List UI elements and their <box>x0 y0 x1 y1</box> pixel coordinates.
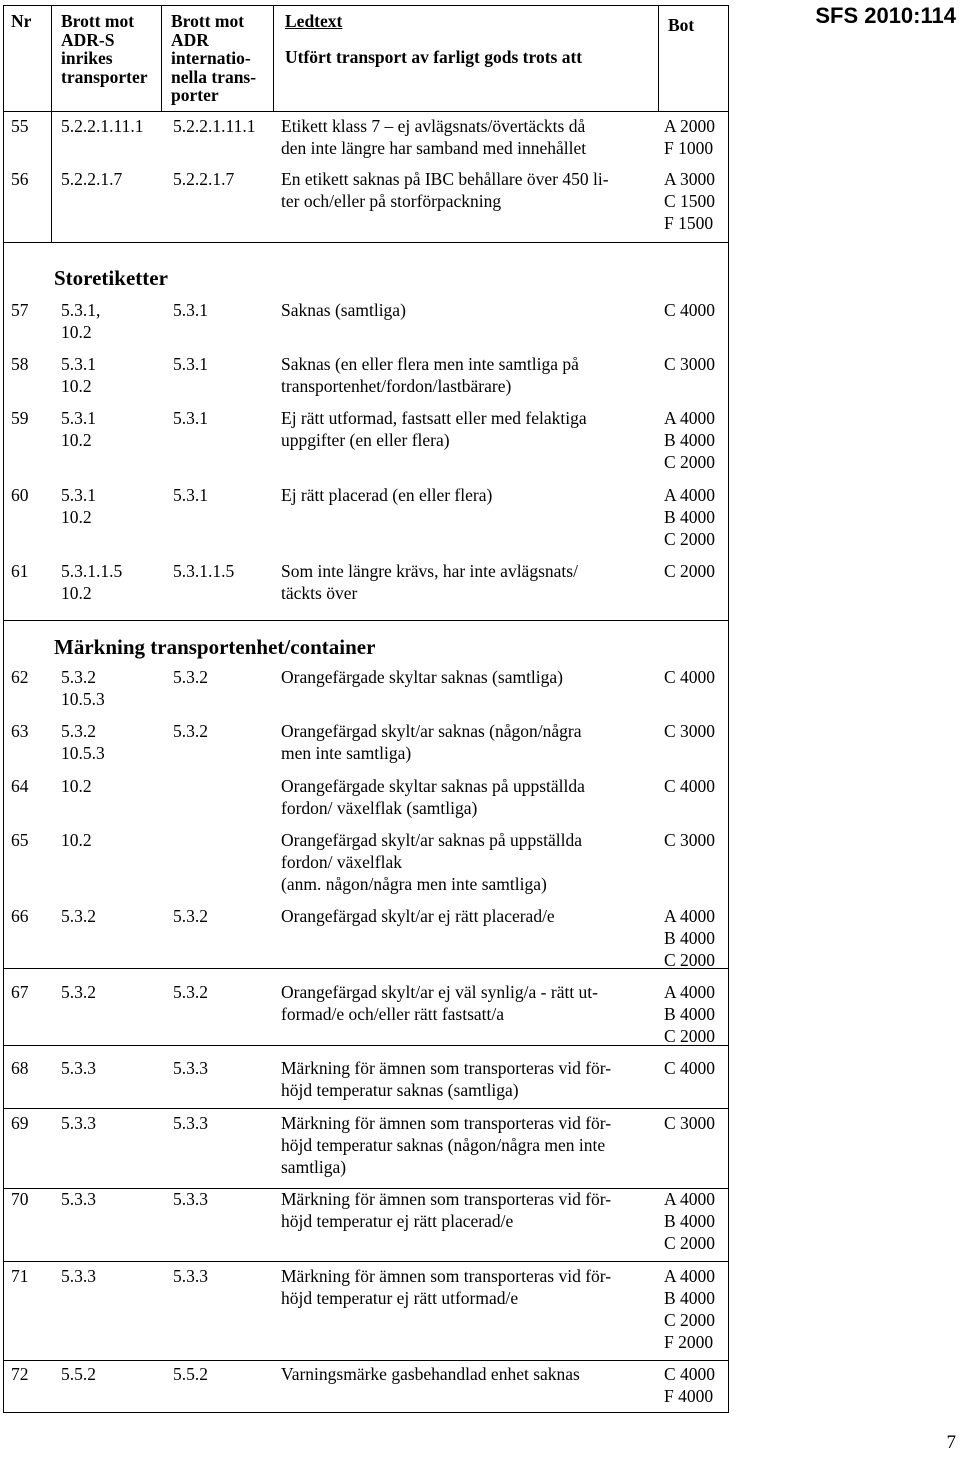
row-inrikes: 5.3.2 10.5.3 <box>61 667 105 709</box>
row-ledtext: Orangefärgad skylt/ar ej rätt placerad/e <box>281 906 555 926</box>
row-inrikes: 5.3.1 10.2 <box>61 485 96 527</box>
row-nr: 60 <box>11 485 29 505</box>
row-ledtext: Orangefärgad skylt/ar saknas (någon/några men inte samtliga) <box>281 721 582 763</box>
row-nr: 64 <box>11 776 29 796</box>
row-ledtext: Som inte längre krävs, har inte avlägsnats/ täckts över <box>281 561 578 603</box>
row-ledtext: Märkning för ämnen som transporteras vid för- höjd temperatur saknas (någon/några men inte samtliga) <box>281 1113 612 1177</box>
row-divider <box>4 968 728 969</box>
row-inrikes: 5.2.2.1.7 <box>61 169 123 189</box>
row-inrikes: 5.3.2 <box>61 982 96 1002</box>
row-internationella: 5.3.2 <box>173 906 208 926</box>
row-internationella: 5.3.1 <box>173 408 208 428</box>
row-divider <box>4 1360 728 1361</box>
row-bot: C 3000 <box>664 1113 716 1133</box>
row-ledtext: Märkning för ämnen som transporteras vid för- höjd temperatur ej rätt placerad/e <box>281 1189 612 1231</box>
section-heading: Storetiketter <box>54 266 168 290</box>
row-bot: A 4000 B 4000 C 2000 F 2000 <box>664 1266 716 1352</box>
row-internationella: 5.3.1 <box>173 300 208 320</box>
row-nr: 55 <box>11 116 29 136</box>
row-bot: C 4000 <box>664 1058 716 1078</box>
row-nr: 65 <box>11 830 29 850</box>
row-bot: A 3000 C 1500 F 1500 <box>664 169 716 233</box>
row-internationella: 5.3.2 <box>173 667 208 687</box>
row-nr: 70 <box>11 1189 29 1209</box>
row-nr: 62 <box>11 667 29 687</box>
row-inrikes: 5.3.1 10.2 <box>61 354 96 396</box>
header-bot: Bot <box>668 15 695 35</box>
row-bot: A 4000 B 4000 C 2000 <box>664 408 716 472</box>
row-nr: 61 <box>11 561 29 581</box>
row-ledtext: Orangefärgad skylt/ar saknas på uppställda fordon/ växelflak (anm. någon/några men inte samtliga) <box>281 830 582 894</box>
row-nr: 66 <box>11 906 29 926</box>
row-bot: C 3000 <box>664 354 716 374</box>
page-number: 7 <box>946 1432 956 1453</box>
row-ledtext: Orangefärgade skyltar saknas på uppställda fordon/ växelflak (samtliga) <box>281 776 585 818</box>
row-nr: 67 <box>11 982 29 1002</box>
header-col-internationella: Brott mot ADR internatio- nella trans- porter <box>171 11 257 105</box>
row-nr: 68 <box>11 1058 29 1078</box>
row-internationella: 5.3.3 <box>173 1266 208 1286</box>
row-ledtext: Orangefärgade skyltar saknas (samtliga) <box>281 667 563 687</box>
row-inrikes: 5.5.2 <box>61 1364 96 1384</box>
row-bot: C 3000 <box>664 830 716 850</box>
row-nr: 71 <box>11 1266 29 1286</box>
row-bot: A 4000 B 4000 C 2000 <box>664 982 716 1046</box>
row-inrikes: 5.3.2 <box>61 906 96 926</box>
row-ledtext: Etikett klass 7 – ej avlägsnats/övertäckts då den inte längre har samband med innehållet <box>281 116 587 158</box>
row-bot: A 2000 F 1000 <box>664 116 716 158</box>
row-nr: 59 <box>11 408 29 428</box>
row-ledtext: En etikett saknas på IBC behållare över 450 li- ter och/eller på storförpackning <box>281 169 609 211</box>
header-ledtext-sub: Utfört transport av farligt gods trots att <box>285 47 583 67</box>
row-bot: C 4000 <box>664 300 716 320</box>
row-ledtext: Saknas (samtliga) <box>281 300 406 320</box>
row-bot: C 4000 <box>664 667 716 687</box>
row-nr: 58 <box>11 354 29 374</box>
row-internationella: 5.3.3 <box>173 1058 208 1078</box>
row-inrikes: 5.3.2 10.5.3 <box>61 721 105 763</box>
row-inrikes: 5.3.3 <box>61 1058 96 1078</box>
row-inrikes: 5.3.3 <box>61 1113 96 1133</box>
row-divider <box>4 620 728 621</box>
row-divider <box>4 1045 728 1046</box>
row-bot: C 3000 <box>664 721 716 741</box>
row-nr: 69 <box>11 1113 29 1133</box>
row-inrikes: 10.2 <box>61 830 92 850</box>
row-ledtext: Orangefärgad skylt/ar ej väl synlig/a - rätt ut- formad/e och/eller rätt fastsatt/a <box>281 982 598 1024</box>
document-code: SFS 2010:114 <box>815 3 956 28</box>
row-divider <box>4 242 728 243</box>
row-ledtext: Ej rätt placerad (en eller flera) <box>281 485 493 505</box>
row-internationella: 5.2.2.1.11.1 <box>173 116 256 136</box>
row-inrikes: 5.3.1.1.5 10.2 <box>61 561 123 603</box>
row-divider <box>4 111 728 112</box>
col-divider <box>51 6 52 242</box>
row-bot: A 4000 B 4000 C 2000 <box>664 1189 716 1253</box>
row-inrikes: 5.2.2.1.11.1 <box>61 116 144 136</box>
header-ledtext: Ledtext <box>285 11 343 31</box>
row-ledtext: Märkning för ämnen som transporteras vid för- höjd temperatur ej rätt utformad/e <box>281 1266 612 1308</box>
row-internationella: 5.3.2 <box>173 982 208 1002</box>
row-bot: C 2000 <box>664 561 716 581</box>
row-internationella: 5.3.1 <box>173 354 208 374</box>
row-nr: 72 <box>11 1364 29 1384</box>
row-ledtext: Märkning för ämnen som transporteras vid för- höjd temperatur saknas (samtliga) <box>281 1058 612 1100</box>
row-divider <box>4 1261 728 1262</box>
row-ledtext: Varningsmärke gasbehandlad enhet saknas <box>281 1364 580 1384</box>
row-internationella: 5.3.2 <box>173 721 208 741</box>
row-ledtext: Saknas (en eller flera men inte samtliga på transportenhet/fordon/lastbärare) <box>281 354 579 396</box>
section-heading: Märkning transportenhet/container <box>54 635 376 659</box>
row-divider <box>4 1108 728 1109</box>
row-internationella: 5.3.1 <box>173 485 208 505</box>
header-nr: Nr <box>11 11 32 31</box>
row-internationella: 5.3.1.1.5 <box>173 561 235 581</box>
row-bot: A 4000 B 4000 C 2000 <box>664 485 716 549</box>
row-bot: C 4000 <box>664 776 716 796</box>
row-bot: A 4000 B 4000 C 2000 <box>664 906 716 970</box>
row-internationella: 5.3.3 <box>173 1189 208 1209</box>
col-divider <box>658 6 659 111</box>
row-inrikes: 5.3.1, 10.2 <box>61 300 101 342</box>
row-ledtext: Ej rätt utformad, fastsatt eller med felaktiga uppgifter (en eller flera) <box>281 408 587 450</box>
row-nr: 63 <box>11 721 29 741</box>
row-bot: C 4000 F 4000 <box>664 1364 716 1406</box>
row-inrikes: 10.2 <box>61 776 92 796</box>
row-internationella: 5.3.3 <box>173 1113 208 1133</box>
row-inrikes: 5.3.1 10.2 <box>61 408 96 450</box>
row-nr: 57 <box>11 300 29 320</box>
row-internationella: 5.2.2.1.7 <box>173 169 235 189</box>
row-nr: 56 <box>11 169 29 189</box>
row-inrikes: 5.3.3 <box>61 1266 96 1286</box>
row-internationella: 5.5.2 <box>173 1364 208 1384</box>
header-col-inrikes: Brott mot ADR-S inrikes transporter <box>61 11 148 87</box>
row-inrikes: 5.3.3 <box>61 1189 96 1209</box>
col-divider <box>161 6 162 111</box>
